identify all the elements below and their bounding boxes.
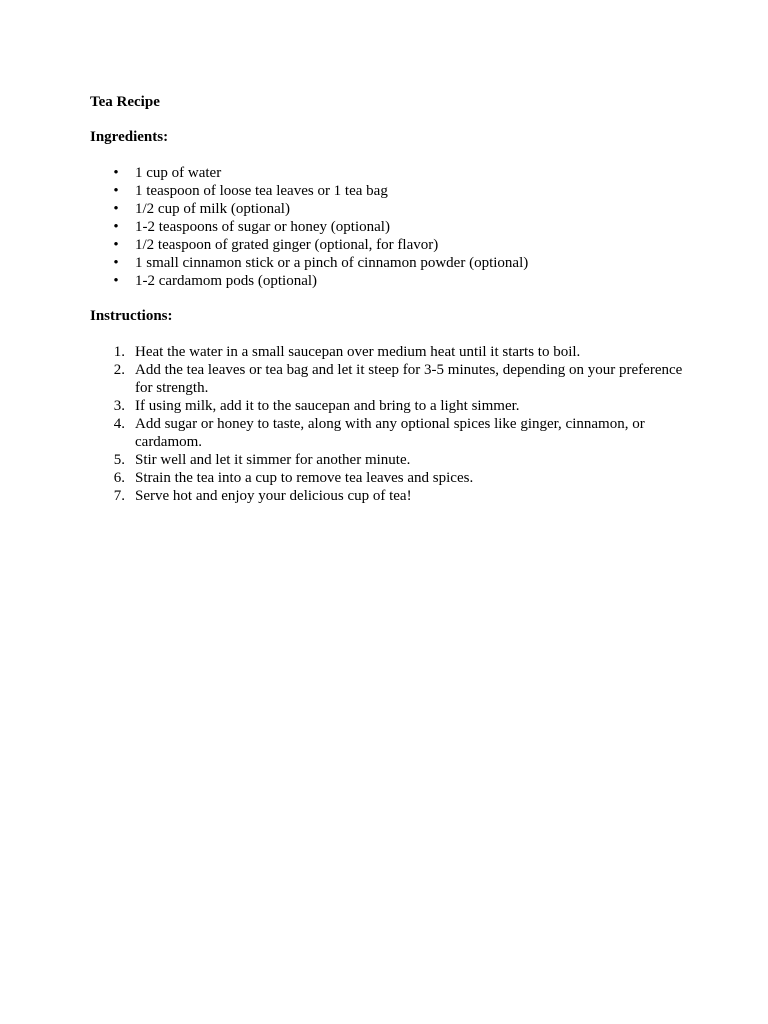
instructions-list xyxy=(90,343,690,505)
ingredients-list xyxy=(90,164,690,290)
bullet-icon: • xyxy=(113,183,119,199)
ingredient-item xyxy=(90,236,690,254)
bullet-icon: • xyxy=(113,273,119,289)
ingredient-text: 1 cup of water xyxy=(135,165,222,181)
instruction-text: Add the tea leaves or tea bag and let it steep for 3-5 minutes, depending on your preference for strength. xyxy=(135,362,683,396)
document-page xyxy=(90,93,690,505)
instruction-step xyxy=(90,361,690,397)
instruction-step xyxy=(90,451,690,469)
step-number: 2. xyxy=(113,362,125,378)
instruction-step xyxy=(90,343,690,361)
instruction-step xyxy=(90,487,690,505)
instruction-step xyxy=(90,397,690,415)
step-number: 7. xyxy=(113,488,125,504)
instruction-text: Heat the water in a small saucepan over medium heat until it starts to boil. xyxy=(135,344,581,360)
ingredient-item xyxy=(90,254,690,272)
instruction-text: If using milk, add it to the saucepan and bring to a light simmer. xyxy=(135,398,520,414)
document-title: Tea Recipe xyxy=(90,94,160,110)
bullet-icon: • xyxy=(113,165,119,181)
instructions-heading: Instructions: xyxy=(90,308,173,324)
ingredient-text: 1-2 cardamom pods (optional) xyxy=(135,273,318,289)
step-number: 3. xyxy=(113,398,125,414)
ingredients-heading: Ingredients: xyxy=(90,129,169,145)
instruction-step xyxy=(90,415,690,451)
bullet-icon: • xyxy=(113,255,119,271)
instruction-step xyxy=(90,469,690,487)
ingredient-item xyxy=(90,164,690,182)
ingredient-item xyxy=(90,182,690,200)
ingredient-text: 1/2 teaspoon of grated ginger (optional, for flavor) xyxy=(135,237,439,253)
step-number: 5. xyxy=(113,452,125,468)
bullet-icon: • xyxy=(113,237,119,253)
ingredient-text: 1/2 cup of milk (optional) xyxy=(135,201,290,217)
bullet-icon: • xyxy=(113,201,119,217)
ingredient-text: 1 teaspoon of loose tea leaves or 1 tea bag xyxy=(135,183,388,199)
instruction-text: Serve hot and enjoy your delicious cup of tea! xyxy=(135,488,412,504)
step-number: 1. xyxy=(113,344,125,360)
step-number: 4. xyxy=(113,416,125,432)
ingredient-item xyxy=(90,218,690,236)
instruction-text: Add sugar or honey to taste, along with any optional spices like ginger, cinnamon, or cardamom. xyxy=(135,416,645,450)
step-number: 6. xyxy=(113,470,125,486)
ingredient-text: 1 small cinnamon stick or a pinch of cinnamon powder (optional) xyxy=(135,255,529,271)
ingredient-item xyxy=(90,272,690,290)
instruction-text: Strain the tea into a cup to remove tea leaves and spices. xyxy=(135,470,474,486)
ingredient-text: 1-2 teaspoons of sugar or honey (optional) xyxy=(135,219,390,235)
bullet-icon: • xyxy=(113,219,119,235)
instruction-text: Stir well and let it simmer for another minute. xyxy=(135,452,411,468)
ingredient-item xyxy=(90,200,690,218)
